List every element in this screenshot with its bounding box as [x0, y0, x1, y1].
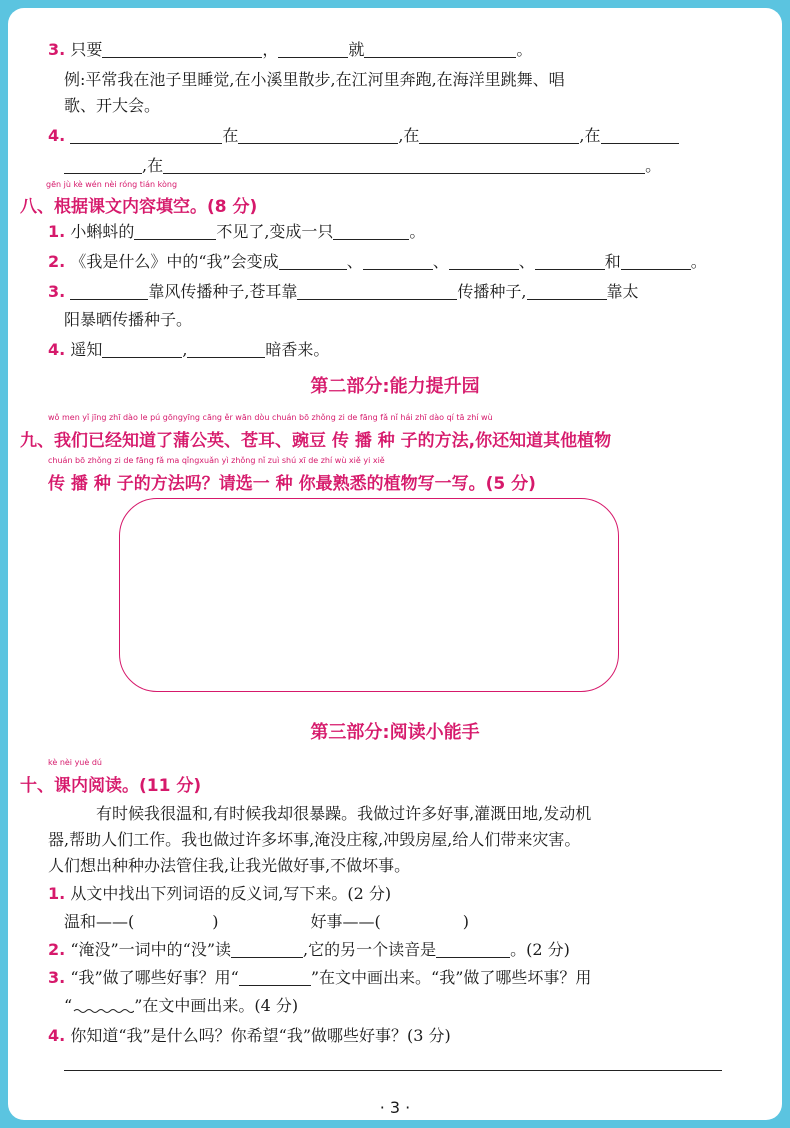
text: “淹没”一词中的“没”读: [70, 940, 232, 959]
text: ,它的另一个读音是: [303, 940, 437, 959]
answer-blank[interactable]: [297, 283, 457, 300]
text: 。: [516, 40, 533, 59]
worksheet-page: [8, 8, 782, 1120]
text: 靠太: [606, 282, 639, 301]
section-title: 十、课内阅读。: [20, 776, 139, 796]
text: “我”做了哪些好事？用“: [70, 968, 239, 987]
s10-pinyin: kè nèi yuè dú: [48, 758, 102, 767]
score-label: (5 分): [485, 474, 536, 494]
answer-blank[interactable]: [621, 253, 691, 270]
answer-line[interactable]: [64, 1070, 722, 1071]
text: 。(2 分): [510, 940, 570, 959]
page-number: · 3 ·: [379, 1098, 411, 1117]
s8-heading: [20, 192, 257, 217]
text: ,在: [142, 156, 164, 175]
answer-blank[interactable]: [163, 157, 645, 174]
text: ,在: [579, 126, 601, 145]
text: ,: [182, 340, 188, 359]
text: 、: [432, 252, 449, 271]
section-title: 八、根据课文内容填空。: [20, 197, 207, 217]
s8-q3-cont: 阳暴晒传播种子。: [64, 310, 193, 329]
answer-blank[interactable]: [364, 41, 516, 58]
text: 小蝌蚪的: [70, 222, 135, 241]
score-label: (11 分): [139, 776, 202, 796]
question-number: 3.: [48, 968, 66, 987]
text: 在: [222, 126, 239, 145]
answer-blank[interactable]: [64, 157, 142, 174]
straight-line-sample: [239, 969, 311, 986]
question-number: 1.: [48, 884, 66, 903]
answer-blank[interactable]: [238, 127, 398, 144]
text: 和: [604, 252, 621, 271]
text: 《我是什么》中的“我”会变成: [70, 252, 279, 271]
text: 、: [518, 252, 535, 271]
answer-blank[interactable]: [419, 127, 579, 144]
answer-blank[interactable]: [535, 253, 605, 270]
s8-q3: [48, 282, 639, 302]
answer-blank[interactable]: [134, 223, 216, 240]
answer-blank[interactable]: [231, 941, 303, 958]
text: ,在: [398, 126, 420, 145]
text: ，: [262, 40, 279, 59]
s10-q3: [48, 968, 591, 988]
text: ): [212, 912, 219, 931]
text: 你知道“我”是什么吗？你希望“我”做哪些好事？(3 分): [70, 1026, 451, 1045]
s10-q3-cont: [64, 996, 298, 1016]
s7-example-line2: 歌、开大会。: [64, 96, 161, 115]
part2-title: 第二部分:能力提升园: [310, 376, 480, 397]
text: “: [64, 996, 73, 1015]
question-number: 3.: [48, 282, 66, 301]
wavy-line-icon: [72, 998, 134, 1014]
s9-pinyin-1: wǒ men yǐ jīng zhī dào le pú gōngyīng cāng ěr wān dòu chuán bō zhǒng zi de fāng fǎ nǐ hái zhī dào qí tā zhí wù: [48, 413, 493, 422]
text: 传播种子,: [457, 282, 527, 301]
s9-heading-2: [48, 469, 536, 494]
answer-blank[interactable]: [436, 941, 510, 958]
s7-q3: [48, 40, 532, 60]
s10-paragraph-line3: 人们想出种种办法管住我,让我光做好事,不做坏事。: [48, 856, 411, 875]
question-number: 4.: [48, 126, 66, 145]
answer-blank[interactable]: [102, 41, 262, 58]
question-number: 4.: [48, 1026, 66, 1045]
section-title: 传 播 种 子的方法吗？请选一 种 你最熟悉的植物写一写。: [48, 474, 486, 494]
text: ): [462, 912, 469, 931]
text: 。: [409, 222, 426, 241]
question-number: 4.: [48, 340, 66, 359]
s10-paragraph-line1: 有时候我很温和,有时候我却很暴躁。我做过许多好事,灌溉田地,发动机: [96, 804, 592, 823]
answer-blank[interactable]: [70, 127, 222, 144]
answer-blank[interactable]: [187, 341, 265, 358]
text: 温和——(: [64, 912, 135, 931]
s7-q4: [48, 126, 679, 146]
answer-blank[interactable]: [279, 253, 347, 270]
s8-pinyin: gēn jù kè wén nèi róng tián kòng: [46, 180, 178, 189]
s8-q4: [48, 340, 329, 360]
text: 。: [645, 156, 662, 175]
text: 从文中找出下列词语的反义词,写下来。(2 分): [70, 884, 392, 903]
answer-blank[interactable]: [363, 253, 433, 270]
answer-blank[interactable]: [449, 253, 519, 270]
question-number: 3.: [48, 40, 66, 59]
text: 、: [346, 252, 363, 271]
s10-q2: [48, 940, 570, 960]
question-number: 2.: [48, 940, 66, 959]
question-number: 2.: [48, 252, 66, 271]
text: 就: [348, 40, 365, 59]
question-number: 1.: [48, 222, 66, 241]
wavy-line-sample: [72, 998, 134, 1014]
score-label: (8 分): [207, 197, 258, 217]
text: 好事——(: [310, 912, 381, 931]
answer-blank[interactable]: [601, 127, 679, 144]
text: 靠风传播种子,苍耳靠: [148, 282, 298, 301]
s10-q4: [48, 1026, 451, 1046]
answer-blank[interactable]: [102, 341, 182, 358]
text: 只要: [70, 40, 103, 59]
answer-blank[interactable]: [70, 283, 148, 300]
text: 暗香来。: [265, 340, 330, 359]
s9-heading-1: 九、我们已经知道了蒲公英、苍耳、豌豆 传 播 种 子的方法,你还知道其他植物: [20, 431, 612, 451]
answer-blank[interactable]: [278, 41, 348, 58]
answer-blank[interactable]: [333, 223, 409, 240]
s10-heading: [20, 771, 201, 796]
s10-paragraph-line2: 器,帮助人们工作。我也做过许多坏事,淹没庄稼,冲毁房屋,给人们带来灾害。: [48, 830, 581, 849]
text: 。: [690, 252, 707, 271]
text: ”在文中画出来。(4 分): [134, 996, 299, 1015]
s7-q4-cont: [64, 156, 661, 176]
s9-pinyin-2: chuán bō zhǒng zi de fāng fǎ ma qǐngxuǎn yì zhǒng nǐ zuì shú xī de zhí wù xiě yi xiě: [48, 456, 385, 465]
answer-box[interactable]: [119, 498, 619, 692]
text: 不见了,变成一只: [216, 222, 334, 241]
s10-q1-answers: [64, 912, 469, 932]
text: ”在文中画出来。“我”做了哪些坏事？用: [310, 968, 592, 987]
text: 遥知: [70, 340, 103, 359]
s10-q1: [48, 884, 391, 904]
answer-blank[interactable]: [527, 283, 607, 300]
s7-example-line1: 例:平常我在池子里睡觉,在小溪里散步,在江河里奔跑,在海洋里跳舞、唱: [64, 70, 565, 89]
s8-q2: [48, 252, 707, 272]
part3-title: 第三部分:阅读小能手: [310, 722, 480, 743]
s8-q1: [48, 222, 425, 242]
